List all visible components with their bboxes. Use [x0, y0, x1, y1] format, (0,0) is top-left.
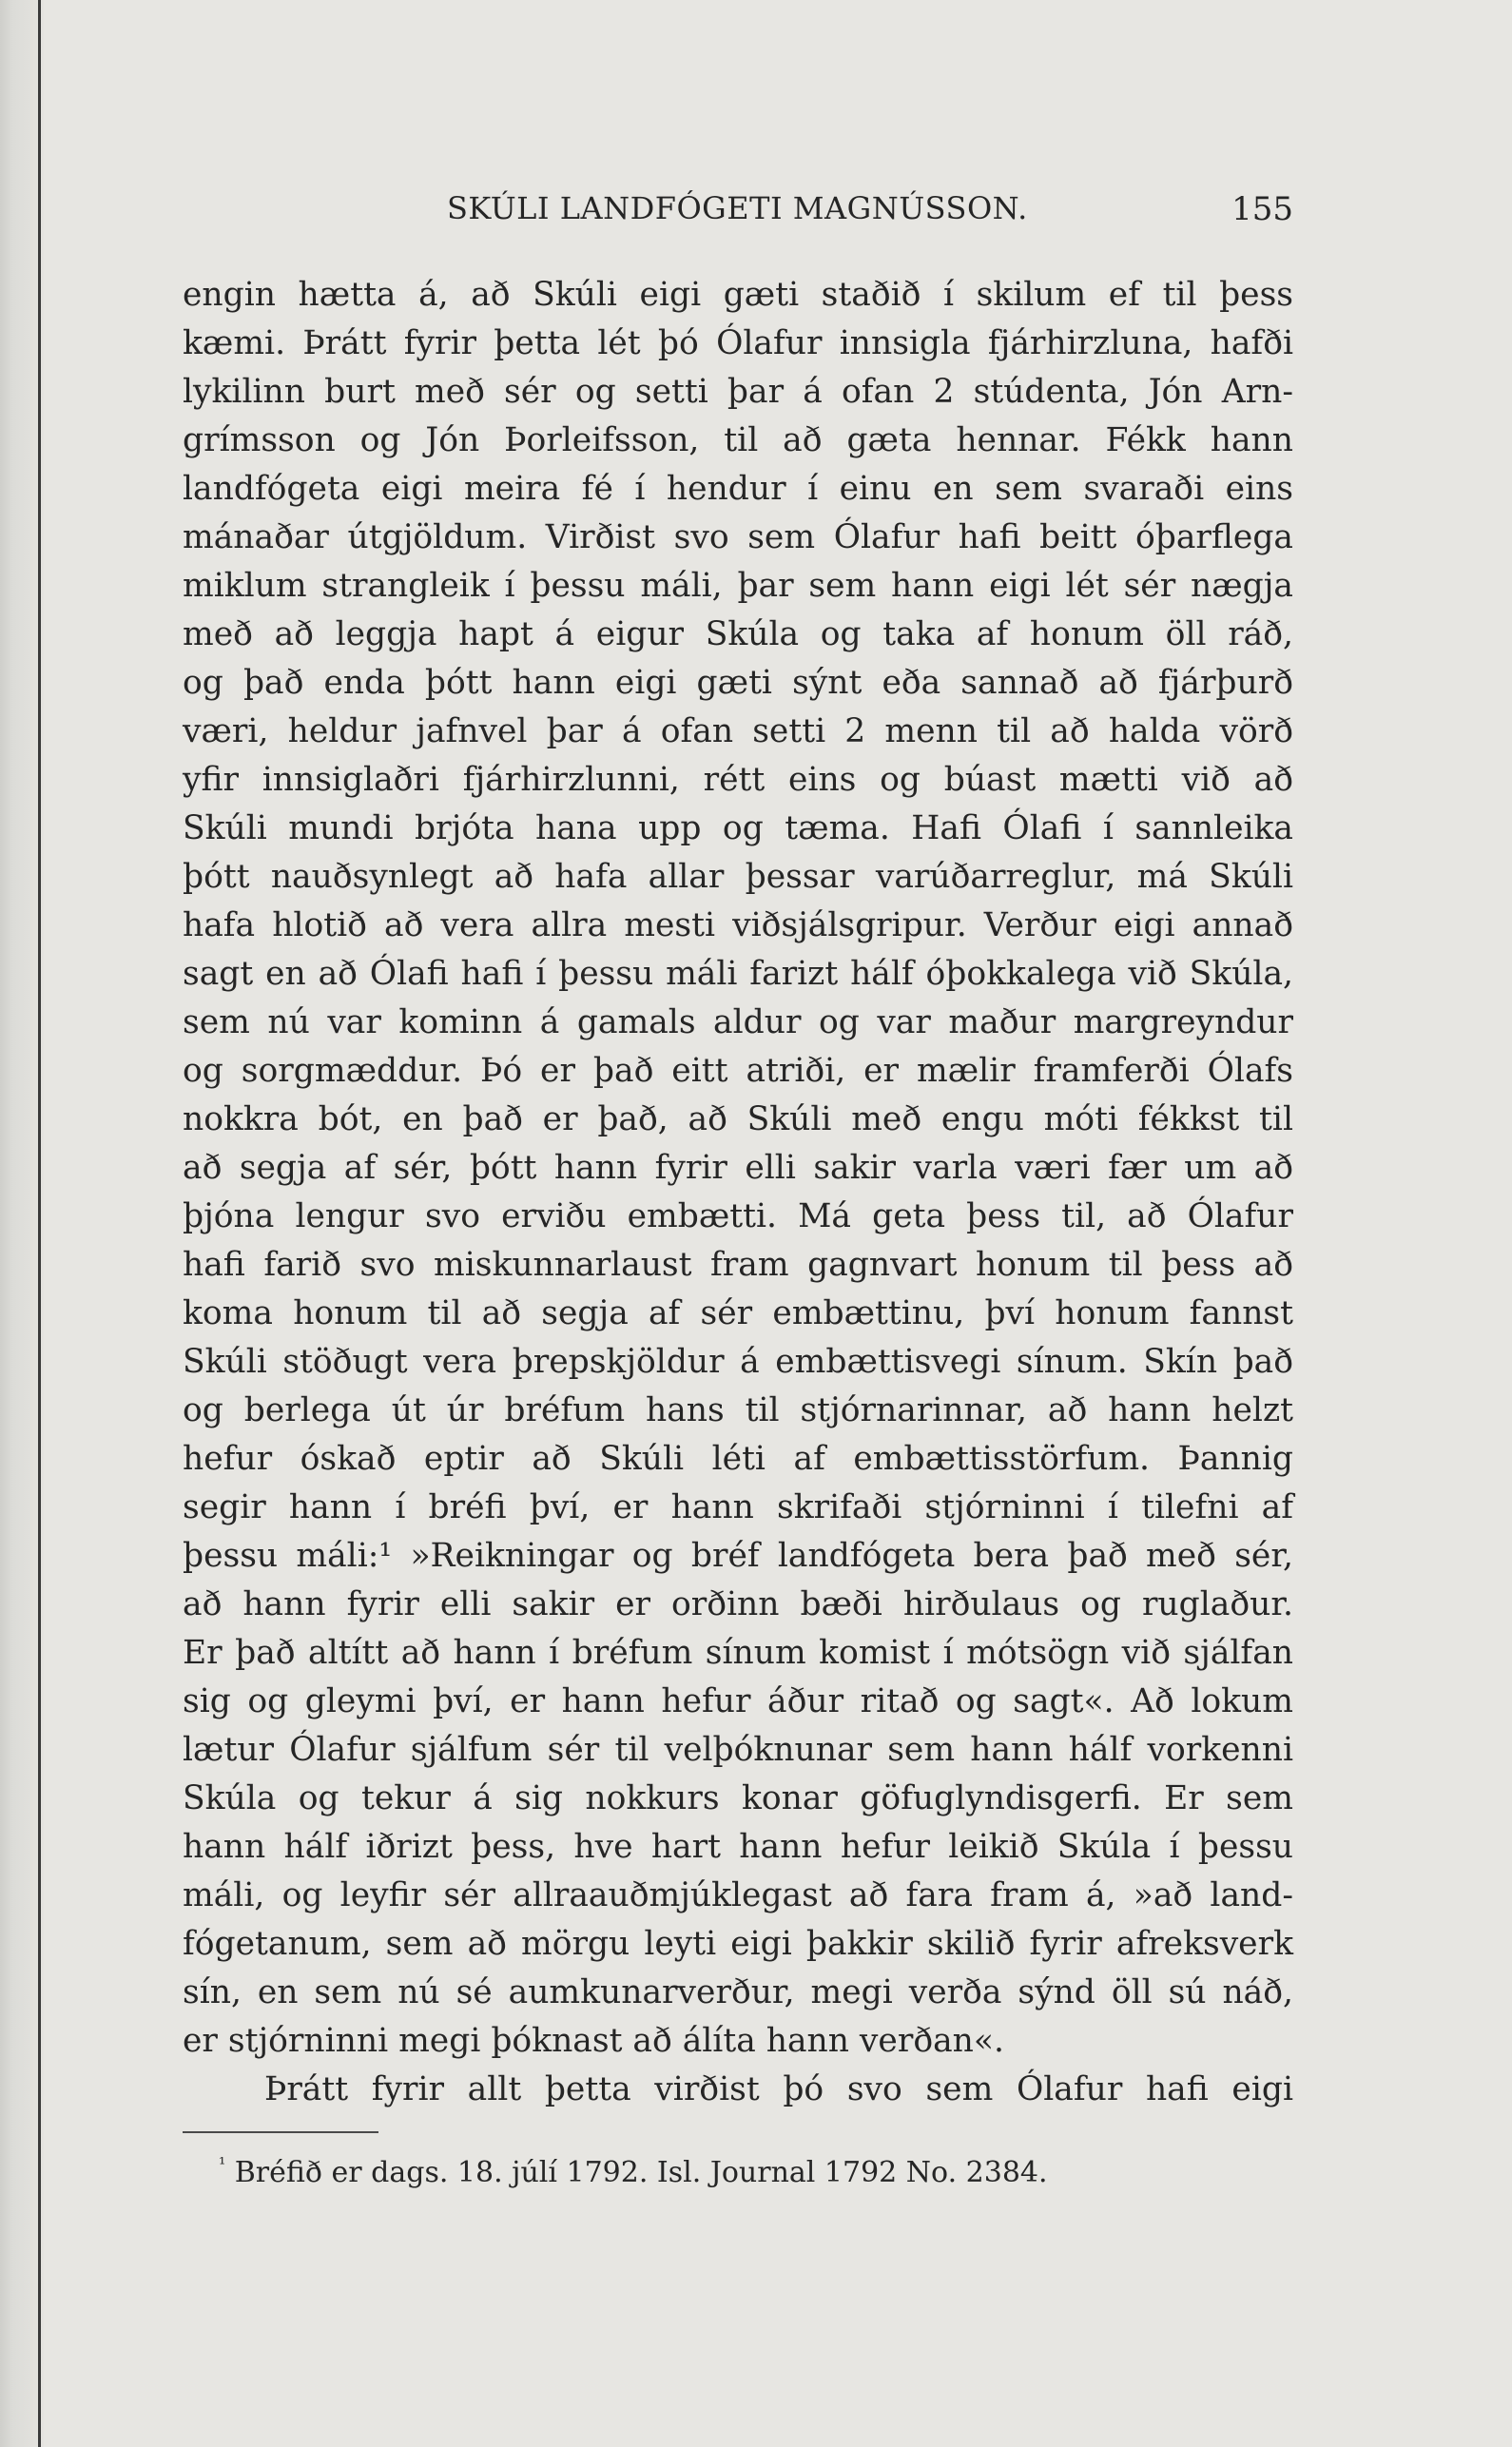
text-line: og sorgmæddur. Þó er það eitt atriði, er mælir framferði Ólafs	[183, 1052, 1293, 1090]
text-line: engin hætta á, að Skúli eigi gæti staðið í skilum ef til þess	[183, 276, 1293, 314]
text-line: Er það altítt að hann í bréfum sínum komist í mótsögn við sjálfan	[183, 1634, 1293, 1672]
text-line: lykilinn burt með sér og setti þar á ofan 2 stúdenta, Jón Arn-	[183, 373, 1293, 411]
book-spine-edge	[38, 0, 41, 2447]
footnote-text: Bréfið er dags. 18. júlí 1792. Isl. Journal 1792 No. 2384.	[234, 2156, 1048, 2189]
text-line: kæmi. Þrátt fyrir þetta lét þó Ólafur innsigla fjárhirzluna, hafði	[183, 324, 1293, 362]
text-line: Skúli stöðugt vera þrepskjöldur á embættisvegi sínum. Skín það	[183, 1343, 1293, 1381]
text-line: þjóna lengur svo erviðu embætti. Má geta þess til, að Ólafur	[183, 1197, 1293, 1235]
text-line: máli, og leyfir sér allraauðmjúklegast að fara fram á, »að land-	[183, 1876, 1293, 1914]
running-title: SKÚLI LANDFÓGETI MAGNÚSSON.	[447, 190, 1028, 226]
text-line: segir hann í bréfi því, er hann skrifaði stjórninni í tilefni af	[183, 1488, 1293, 1526]
text-line: hafi farið svo miskunnarlaust fram gagnvart honum til þess að	[183, 1246, 1293, 1284]
text-line-paragraph-end: er stjórninni megi þóknast að álíta hann verðan«.	[183, 2022, 1004, 2060]
text-line: hafa hlotið að vera allra mesti viðsjálsgripur. Verður eigi annað	[183, 906, 1293, 944]
text-line: sem nú var kominn á gamals aldur og var maður margreyndur	[183, 1003, 1293, 1041]
text-line: þótt nauðsynlegt að hafa allar þessar varúðarreglur, má Skúli	[183, 858, 1293, 896]
footnote	[219, 2154, 1048, 2192]
footnote-marker: ¹	[219, 2154, 226, 2175]
text-line: þessu máli:¹ »Reikningar og bréf landfógeta bera það með sér,	[183, 1537, 1293, 1575]
body-text	[183, 271, 1293, 2114]
text-line: nokkra bót, en það er það, að Skúli með engu móti fékkst til	[183, 1100, 1293, 1138]
text-line: miklum strangleik í þessu máli, þar sem hann eigi lét sér nægja	[183, 567, 1293, 605]
text-line: landfógeta eigi meira fé í hendur í einu en sem svaraði eins	[183, 470, 1293, 508]
footnote-divider	[183, 2131, 378, 2133]
text-line: sig og gleymi því, er hann hefur áður ritað og sagt«. Að lokum	[183, 1682, 1293, 1720]
running-header	[447, 190, 1293, 238]
text-line: fógetanum, sem að mörgu leyti eigi þakkir skilið fyrir afreksverk	[183, 1925, 1293, 1963]
text-line: að hann fyrir elli sakir er orðinn bæði hirðulaus og ruglaður.	[183, 1585, 1293, 1623]
text-line: og það enda þótt hann eigi gæti sýnt eða sannað að fjárþurð	[183, 664, 1293, 702]
text-line: sín, en sem nú sé aumkunarverður, megi verða sýnd öll sú náð,	[183, 1973, 1293, 2011]
text-line: yfir innsiglaðri fjárhirzlunni, rétt eins og búast mætti við að	[183, 761, 1293, 799]
text-line: hann hálf iðrizt þess, hve hart hann hefur leikið Skúla í þessu	[183, 1828, 1293, 1866]
text-line: og berlega út úr bréfum hans til stjórnarinnar, að hann helzt	[183, 1391, 1293, 1429]
text-line-paragraph-start: Þrátt fyrir allt þetta virðist þó svo sem Ólafur hafi eigi	[264, 2070, 1293, 2108]
text-line: sagt en að Ólafi hafi í þessu máli farizt hálf óþokkalega við Skúla,	[183, 955, 1293, 993]
text-line: að segja af sér, þótt hann fyrir elli sakir varla væri fær um að	[183, 1149, 1293, 1187]
text-line: hefur óskað eptir að Skúli léti af embættisstörfum. Þannig	[183, 1440, 1293, 1478]
text-line: væri, heldur jafnvel þar á ofan setti 2 menn til að halda vörð	[183, 712, 1293, 750]
text-line: grímsson og Jón Þorleifsson, til að gæta hennar. Fékk hann	[183, 421, 1293, 459]
text-line: koma honum til að segja af sér embættinu, því honum fannst	[183, 1294, 1293, 1332]
text-line: mánaðar útgjöldum. Virðist svo sem Ólafur hafi beitt óþarflega	[183, 518, 1293, 556]
text-line: Skúla og tekur á sig nokkurs konar göfuglyndisgerfi. Er sem	[183, 1779, 1293, 1817]
page-number: 155	[1231, 190, 1293, 228]
text-line: lætur Ólafur sjálfum sér til velþóknunar sem hann hálf vorkenni	[183, 1731, 1293, 1769]
text-line: með að leggja hapt á eigur Skúla og taka af honum öll ráð,	[183, 615, 1293, 653]
text-line: Skúli mundi brjóta hana upp og tæma. Hafi Ólafi í sannleika	[183, 809, 1293, 847]
